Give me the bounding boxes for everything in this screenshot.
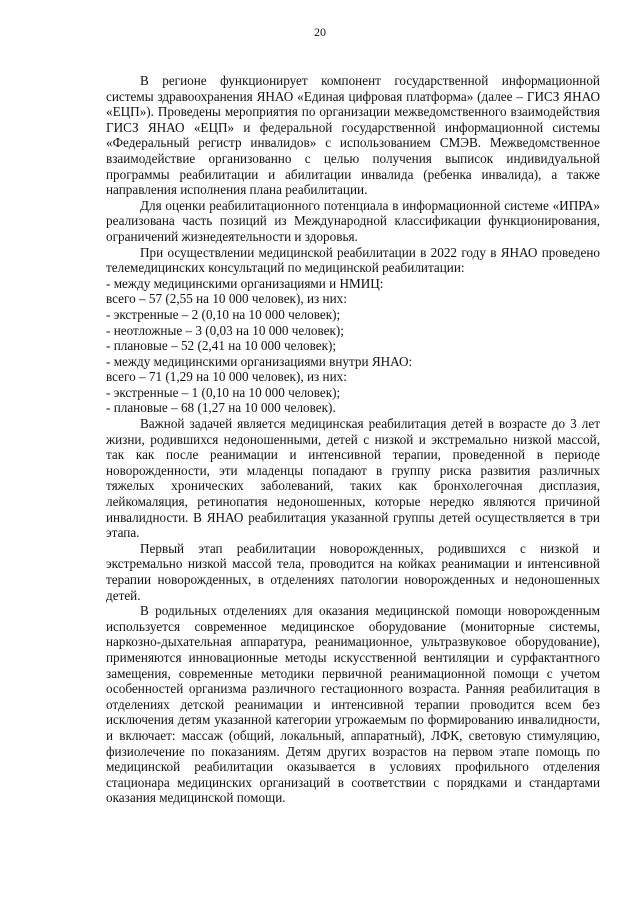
paragraph-ipra: Для оценки реабилитационного потенциала в информационной системе «ИПРА» реализована часть позиций из Международной классификации функционирования, ограничений жизнедеятельности и здоровья. [106,197,600,244]
list-item: - экстренные – 1 (0,10 на 10 000 человек); [106,384,341,400]
list-item: всего – 71 (1,29 на 10 000 человек), из них: [106,369,347,385]
paragraph-egisz: В регионе функционирует компонент государственной информационной системы здравоохранения ЯНАО «Единая цифровая платформа» (далее – ГИСЗ ЯНАО «ЕЦП»). Проведены мероприятия по организации межведомственного взаимодействия ГИСЗ ЯНАО «ЕЦП» и федеральной государственной информационной системы «Федеральный регистр инвалидов» с использованием СМЭВ. Межведомственное взаимодействие организованно с целью получения выписок индивидуальной программы реабилитации и абилитации инвалида (ребенка инвалида), а также направления исполнения плана реабилитации. [106,73,600,198]
list-item: - между медицинскими организациями внутри ЯНАО: [106,353,413,369]
paragraph-maternity-wards: В родильных отделениях для оказания медицинской помощи новорожденным используется современное медицинское оборудование (мониторные системы, наркозно-дыхательная аппаратура, реанимационное, ультразвуковое оборудование), применяются инновационные методы искусственной вентиляции и сурфактантного замещения, современные методики первичной реанимационной помощи с учетом особенностей организма различного гестационного возраста. Ранняя реабилитация в отделениях детской реанимации и интенсивной терапии проводится всем без исключения детям указанной категории угрожаемым по формированию инвалидности, и включает: массаж (общий, локальный, аппаратный), ЛФК, световую стимуляцию, физиолечение по показаниям. Детям других возрастов на первом этапе помощь по медицинской реабилитации оказывается в условиях профильного отделения стационара медицинских организаций в соответствии с порядками и стандартами оказания медицинской помощи. [106,603,600,806]
list-item: - неотложные – 3 (0,03 на 10 000 человек); [106,322,344,338]
list-item: всего – 57 (2,55 на 10 000 человек), из них: [106,291,347,307]
paragraph-children-rehab: Важной задачей является медицинская реабилитация детей в возрасте до 3 лет жизни, родившихся недоношенными, детей с низкой и экстремально низкой массой, так как после реанимации и интенсивной терапии, проведенной в периоде новорожденности, эти младенцы попадают в группу риска развития различных тяжелых хронических заболеваний, таких как бронхолегочная дисплазия, лейкомаляция, ретинопатия недоношенных, которые нередко являются причиной инвалидности. В ЯНАО реабилитация указанной группы детей осуществляется в три этапа. [106,416,600,541]
list-item: - плановые – 52 (2,41 на 10 000 человек); [106,338,337,354]
page-number: 20 [314,25,326,39]
list-item: - между медицинскими организациями и НМИЦ: [106,275,384,291]
document-body [106,73,600,806]
list-item: - плановые – 68 (1,27 на 10 000 человек). [106,400,336,416]
telemedicine-stats-list [106,276,600,416]
paragraph-telemedicine-intro: При осуществлении медицинской реабилитации в 2022 году в ЯНАО проведено телемедицинских консультаций по медицинской реабилитации: [106,244,600,276]
list-item: - экстренные – 2 (0,10 на 10 000 человек); [106,306,341,322]
paragraph-first-stage: Первый этап реабилитации новорожденных, родившихся с низкой и экстремально низкой массой тела, проводится на койках реанимации и интенсивной терапии новорожденных, в отделениях патологии новорожденных и недоношенных детей. [106,540,600,603]
